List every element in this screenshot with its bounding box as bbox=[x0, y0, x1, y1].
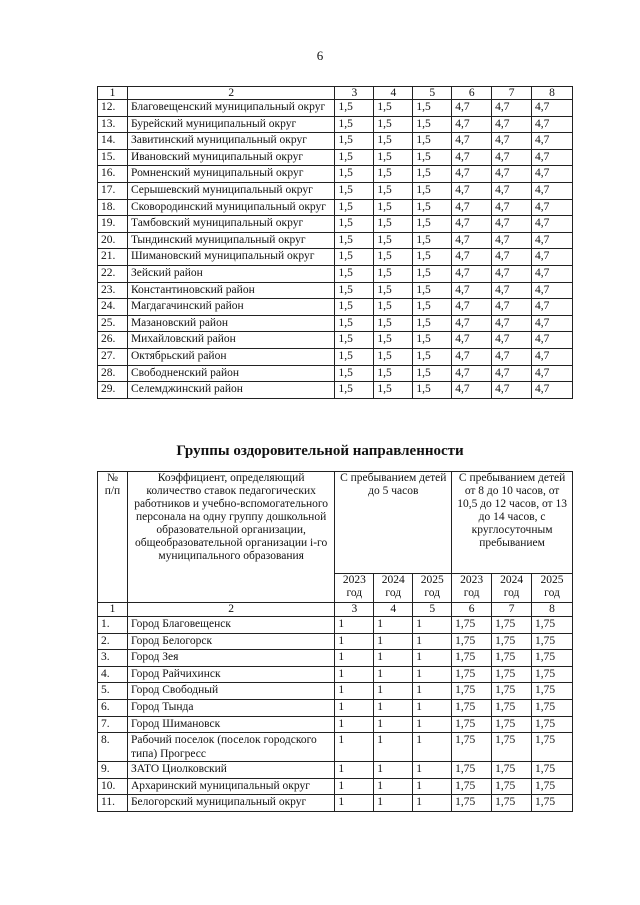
coefficient-cell: 4,7 bbox=[532, 166, 573, 183]
table-row bbox=[98, 633, 573, 650]
coefficient-cell: 4,7 bbox=[532, 232, 573, 249]
coefficient-cell: 1 bbox=[413, 778, 452, 795]
row-number: 24. bbox=[98, 299, 128, 316]
coefficient-cell: 1,5 bbox=[413, 348, 452, 365]
row-number: 26. bbox=[98, 332, 128, 349]
coefficient-cell: 4,7 bbox=[532, 182, 573, 199]
coefficient-cell: 4,7 bbox=[452, 299, 492, 316]
coefficient-cell: 1,75 bbox=[452, 650, 492, 667]
municipality-name: Город Зея bbox=[127, 650, 334, 667]
table-row bbox=[98, 699, 573, 716]
table-row bbox=[98, 778, 573, 795]
coefficient-cell: 4,7 bbox=[452, 199, 492, 216]
coefficient-cell: 1,5 bbox=[374, 382, 413, 399]
coefficient-cell: 4,7 bbox=[532, 282, 573, 299]
coefficient-cell: 1,5 bbox=[335, 182, 374, 199]
coefficient-cell: 4,7 bbox=[452, 315, 492, 332]
coefficient-cell: 1,5 bbox=[374, 149, 413, 166]
coefficient-cell: 1,75 bbox=[492, 795, 532, 812]
coefficient-cell: 4,7 bbox=[492, 265, 532, 282]
row-number: 11. bbox=[98, 795, 128, 812]
coefficient-cell: 1 bbox=[413, 733, 452, 762]
column-index: 8 bbox=[532, 603, 573, 617]
municipality-name: Архаринский муниципальный округ bbox=[127, 778, 334, 795]
table-row bbox=[98, 332, 573, 349]
table-row bbox=[98, 299, 573, 316]
coefficient-cell: 1,5 bbox=[374, 100, 413, 117]
coefficient-cell: 1 bbox=[413, 699, 452, 716]
coefficient-cell: 1,75 bbox=[532, 617, 573, 634]
coefficient-cell: 1,5 bbox=[335, 332, 374, 349]
coefficient-cell: 1,5 bbox=[335, 199, 374, 216]
coefficient-cell: 1 bbox=[413, 617, 452, 634]
column-coefficient-header: Коэффициент, определяющий количество ставок педагогических работников и учебно-вспомогательного персонала на одну группу дошкольной образовательной организации, общеобразовательной организации i-го муниципального образования bbox=[127, 472, 334, 603]
municipality-name: Зейский район bbox=[127, 265, 335, 282]
column-index: 2 bbox=[127, 603, 334, 617]
column-index: 8 bbox=[532, 87, 573, 100]
municipality-name: Город Свободный bbox=[127, 683, 334, 700]
row-number: 7. bbox=[98, 716, 128, 733]
coefficient-cell: 1 bbox=[374, 666, 413, 683]
coefficient-cell: 1,5 bbox=[335, 133, 374, 150]
coefficient-cell: 4,7 bbox=[492, 382, 532, 399]
coefficient-cell: 1,75 bbox=[492, 733, 532, 762]
municipality-name: ЗАТО Циолковский bbox=[127, 762, 334, 779]
row-number: 25. bbox=[98, 315, 128, 332]
coefficient-cell: 1,75 bbox=[532, 633, 573, 650]
coefficient-cell: 1,75 bbox=[452, 617, 492, 634]
municipality-name: Михайловский район bbox=[127, 332, 335, 349]
table-row bbox=[98, 100, 573, 117]
coefficient-cell: 1,75 bbox=[452, 762, 492, 779]
coefficient-cell: 4,7 bbox=[452, 232, 492, 249]
table-row bbox=[98, 182, 573, 199]
table-row bbox=[98, 348, 573, 365]
table-row bbox=[98, 617, 573, 634]
coefficient-cell: 1,5 bbox=[374, 332, 413, 349]
coefficient-cell: 1,75 bbox=[452, 699, 492, 716]
coefficient-cell: 1,5 bbox=[335, 299, 374, 316]
table-row bbox=[98, 795, 573, 812]
municipality-name: Ромненский муниципальный округ bbox=[127, 166, 335, 183]
coefficient-cell: 1 bbox=[335, 683, 374, 700]
coefficient-cell: 1,75 bbox=[532, 666, 573, 683]
row-number: 22. bbox=[98, 265, 128, 282]
coefficient-cell: 1,75 bbox=[492, 633, 532, 650]
coefficient-cell: 1,75 bbox=[532, 795, 573, 812]
coefficient-cell: 1,5 bbox=[335, 216, 374, 233]
coefficient-cell: 4,7 bbox=[452, 182, 492, 199]
table-row bbox=[98, 683, 573, 700]
coefficient-cell: 4,7 bbox=[452, 166, 492, 183]
coefficient-cell: 1,75 bbox=[492, 716, 532, 733]
municipality-name: Город Благовещенск bbox=[127, 617, 334, 634]
column-index: 6 bbox=[452, 603, 492, 617]
coefficient-cell: 1,5 bbox=[413, 249, 452, 266]
coefficient-cell: 4,7 bbox=[532, 216, 573, 233]
coefficient-cell: 1 bbox=[335, 716, 374, 733]
table-row bbox=[98, 199, 573, 216]
municipality-name: Шимановский муниципальный округ bbox=[127, 249, 335, 266]
coefficient-cell: 4,7 bbox=[532, 116, 573, 133]
coefficient-cell: 1,75 bbox=[452, 633, 492, 650]
coefficient-cell: 1,5 bbox=[335, 265, 374, 282]
coefficient-cell: 1,5 bbox=[374, 365, 413, 382]
coefficient-cell: 1,5 bbox=[374, 116, 413, 133]
coefficient-cell: 4,7 bbox=[532, 332, 573, 349]
coefficient-cell: 4,7 bbox=[532, 265, 573, 282]
coefficient-cell: 4,7 bbox=[492, 182, 532, 199]
row-number: 9. bbox=[98, 762, 128, 779]
table-header-row bbox=[98, 87, 573, 100]
coefficient-cell: 1,5 bbox=[335, 382, 374, 399]
row-number: 15. bbox=[98, 149, 128, 166]
table-row bbox=[98, 216, 573, 233]
coefficient-cell: 1 bbox=[335, 699, 374, 716]
coefficient-cell: 4,7 bbox=[532, 315, 573, 332]
year-header: 2025 год bbox=[532, 574, 573, 603]
coefficient-cell: 4,7 bbox=[452, 100, 492, 117]
table-row bbox=[98, 382, 573, 399]
row-number: 27. bbox=[98, 348, 128, 365]
municipality-name: Селемджинский район bbox=[127, 382, 335, 399]
coefficient-cell: 1,75 bbox=[492, 683, 532, 700]
coefficient-cell: 4,7 bbox=[452, 249, 492, 266]
coefficient-cell: 1 bbox=[413, 650, 452, 667]
coefficient-cell: 1 bbox=[374, 762, 413, 779]
coefficient-cell: 4,7 bbox=[492, 166, 532, 183]
coefficient-cell: 1 bbox=[374, 683, 413, 700]
municipality-name: Магдагачинский район bbox=[127, 299, 335, 316]
coefficient-cell: 1,75 bbox=[452, 716, 492, 733]
coefficient-cell: 1 bbox=[374, 650, 413, 667]
coefficient-cell: 1,5 bbox=[335, 116, 374, 133]
coefficient-cell: 4,7 bbox=[492, 133, 532, 150]
row-number: 28. bbox=[98, 365, 128, 382]
year-header: 2024 год bbox=[492, 574, 532, 603]
coefficient-cell: 4,7 bbox=[452, 382, 492, 399]
row-number: 3. bbox=[98, 650, 128, 667]
coefficient-cell: 1,75 bbox=[492, 650, 532, 667]
coefficient-cell: 1,5 bbox=[413, 315, 452, 332]
row-number: 5. bbox=[98, 683, 128, 700]
row-number: 8. bbox=[98, 733, 128, 762]
table-row bbox=[98, 166, 573, 183]
section-title: Группы оздоровительной направленности bbox=[176, 443, 464, 459]
coefficient-cell: 1,75 bbox=[532, 733, 573, 762]
column-index: 6 bbox=[452, 87, 492, 100]
coefficient-cell: 1 bbox=[374, 617, 413, 634]
coefficient-cell: 1,5 bbox=[413, 116, 452, 133]
municipality-name: Свободненский район bbox=[127, 365, 335, 382]
coefficient-cell: 1,75 bbox=[532, 716, 573, 733]
coefficient-cell: 1,5 bbox=[413, 382, 452, 399]
coefficient-cell: 1,5 bbox=[413, 182, 452, 199]
column-index: 5 bbox=[413, 603, 452, 617]
coefficient-cell: 4,7 bbox=[492, 348, 532, 365]
coefficient-cell: 1,75 bbox=[492, 617, 532, 634]
coefficient-cell: 4,7 bbox=[452, 332, 492, 349]
coefficient-cell: 1 bbox=[335, 617, 374, 634]
coefficient-cell: 1 bbox=[335, 762, 374, 779]
table-row bbox=[98, 650, 573, 667]
row-number: 19. bbox=[98, 216, 128, 233]
coefficient-cell: 1,75 bbox=[452, 666, 492, 683]
coefficient-cell: 4,7 bbox=[492, 100, 532, 117]
row-number: 13. bbox=[98, 116, 128, 133]
coefficient-cell: 4,7 bbox=[492, 116, 532, 133]
coefficient-cell: 1,5 bbox=[335, 100, 374, 117]
coefficient-cell: 4,7 bbox=[452, 265, 492, 282]
municipality-name: Рабочий поселок (поселок городского типа) Прогресс bbox=[127, 733, 334, 762]
coefficient-cell: 1,5 bbox=[374, 199, 413, 216]
coefficient-cell: 4,7 bbox=[532, 299, 573, 316]
coefficient-cell: 4,7 bbox=[532, 348, 573, 365]
coefficient-cell: 1,5 bbox=[335, 365, 374, 382]
municipality-name: Тындинский муниципальный округ bbox=[127, 232, 335, 249]
coefficient-cell: 4,7 bbox=[452, 348, 492, 365]
coefficient-cell: 1,5 bbox=[413, 199, 452, 216]
table-row bbox=[98, 133, 573, 150]
coefficient-cell: 4,7 bbox=[452, 133, 492, 150]
coefficient-cell: 1 bbox=[335, 650, 374, 667]
coefficient-cell: 1,5 bbox=[413, 265, 452, 282]
column-index: 1 bbox=[98, 603, 128, 617]
coefficient-cell: 1 bbox=[374, 733, 413, 762]
coefficient-cell: 4,7 bbox=[532, 382, 573, 399]
coefficient-cell: 1,5 bbox=[413, 100, 452, 117]
row-number: 4. bbox=[98, 666, 128, 683]
municipality-name: Мазановский район bbox=[127, 315, 335, 332]
coefficient-cell: 4,7 bbox=[452, 216, 492, 233]
year-header: 2024 год bbox=[374, 574, 413, 603]
coefficient-cell: 4,7 bbox=[532, 100, 573, 117]
coefficient-cell: 1,5 bbox=[374, 348, 413, 365]
coefficient-cell: 1,5 bbox=[374, 249, 413, 266]
page-number: 6 bbox=[316, 48, 324, 63]
group-a-header: С пребыванием детей до 5 часов bbox=[335, 472, 452, 574]
coefficient-cell: 1,5 bbox=[374, 315, 413, 332]
coefficient-cell: 4,7 bbox=[532, 249, 573, 266]
coefficient-cell: 1,5 bbox=[413, 232, 452, 249]
coefficient-cell: 4,7 bbox=[452, 149, 492, 166]
health-groups-table bbox=[97, 471, 573, 812]
row-number: 17. bbox=[98, 182, 128, 199]
coefficient-cell: 1 bbox=[335, 633, 374, 650]
column-number-header: № п/п bbox=[98, 472, 128, 603]
table-row bbox=[98, 733, 573, 762]
coefficient-cell: 1,5 bbox=[335, 282, 374, 299]
coefficient-cell: 1 bbox=[374, 699, 413, 716]
coefficient-cell: 1,5 bbox=[374, 182, 413, 199]
table-row bbox=[98, 249, 573, 266]
row-number: 20. bbox=[98, 232, 128, 249]
table-row bbox=[98, 315, 573, 332]
municipality-name: Ивановский муниципальный округ bbox=[127, 149, 335, 166]
coefficient-cell: 1,75 bbox=[532, 683, 573, 700]
coefficient-cell: 1,5 bbox=[335, 348, 374, 365]
coefficient-cell: 1,5 bbox=[374, 232, 413, 249]
column-index: 5 bbox=[413, 87, 452, 100]
column-index: 7 bbox=[492, 603, 532, 617]
row-number: 12. bbox=[98, 100, 128, 117]
row-number: 2. bbox=[98, 633, 128, 650]
coefficient-cell: 4,7 bbox=[492, 216, 532, 233]
coefficient-cell: 4,7 bbox=[492, 232, 532, 249]
coefficient-cell: 1,5 bbox=[335, 232, 374, 249]
coefficient-cell: 4,7 bbox=[452, 365, 492, 382]
coefficient-cell: 1,5 bbox=[374, 216, 413, 233]
year-header: 2023 год bbox=[335, 574, 374, 603]
coefficient-cell: 4,7 bbox=[492, 149, 532, 166]
coefficient-cell: 1,5 bbox=[413, 133, 452, 150]
coefficient-cell: 1,5 bbox=[335, 315, 374, 332]
coefficient-cell: 1 bbox=[335, 778, 374, 795]
coefficient-cell: 4,7 bbox=[452, 282, 492, 299]
coefficient-cell: 4,7 bbox=[532, 365, 573, 382]
coefficient-cell: 1,5 bbox=[374, 133, 413, 150]
coefficient-cell: 4,7 bbox=[492, 299, 532, 316]
coefficient-cell: 1,5 bbox=[413, 282, 452, 299]
column-index: 2 bbox=[127, 87, 335, 100]
row-number: 21. bbox=[98, 249, 128, 266]
coefficient-cell: 4,7 bbox=[492, 332, 532, 349]
municipality-name: Город Тында bbox=[127, 699, 334, 716]
coefficient-cell: 1,5 bbox=[413, 216, 452, 233]
column-index: 4 bbox=[374, 87, 413, 100]
coefficient-cell: 1,5 bbox=[374, 265, 413, 282]
coefficient-cell: 1 bbox=[413, 795, 452, 812]
coefficient-cell: 1,5 bbox=[374, 299, 413, 316]
municipality-name: Тамбовский муниципальный округ bbox=[127, 216, 335, 233]
table-row bbox=[98, 149, 573, 166]
row-number: 23. bbox=[98, 282, 128, 299]
coefficient-cell: 4,7 bbox=[492, 365, 532, 382]
coefficient-cell: 1,75 bbox=[532, 650, 573, 667]
municipality-name: Город Белогорск bbox=[127, 633, 334, 650]
coefficient-cell: 1 bbox=[335, 666, 374, 683]
coefficient-cell: 1,5 bbox=[335, 249, 374, 266]
row-number: 18. bbox=[98, 199, 128, 216]
municipality-name: Город Райчихинск bbox=[127, 666, 334, 683]
coefficient-cell: 1 bbox=[413, 683, 452, 700]
municipality-name: Сковородинский муниципальный округ bbox=[127, 199, 335, 216]
coefficient-cell: 1,75 bbox=[452, 683, 492, 700]
column-index: 3 bbox=[335, 87, 374, 100]
municipality-name: Завитинский муниципальный округ bbox=[127, 133, 335, 150]
coefficient-cell: 4,7 bbox=[492, 282, 532, 299]
table-row bbox=[98, 666, 573, 683]
row-number: 1. bbox=[98, 617, 128, 634]
coefficients-table-continued bbox=[97, 86, 573, 399]
table-row bbox=[98, 116, 573, 133]
row-number: 16. bbox=[98, 166, 128, 183]
coefficient-cell: 1,75 bbox=[492, 762, 532, 779]
column-index: 3 bbox=[335, 603, 374, 617]
coefficient-cell: 1,5 bbox=[413, 299, 452, 316]
year-header: 2023 год bbox=[452, 574, 492, 603]
table-row bbox=[98, 232, 573, 249]
municipality-name: Серышевский муниципальный округ bbox=[127, 182, 335, 199]
municipality-name: Белогорский муниципальный округ bbox=[127, 795, 334, 812]
coefficient-cell: 1 bbox=[335, 795, 374, 812]
coefficient-cell: 1 bbox=[413, 716, 452, 733]
group-b-header: С пребыванием детей от 8 до 10 часов, от 10,5 до 12 часов, от 13 до 14 часов, с круглосуточным пребыванием bbox=[452, 472, 573, 574]
municipality-name: Бурейский муниципальный округ bbox=[127, 116, 335, 133]
row-number: 14. bbox=[98, 133, 128, 150]
coefficient-cell: 1,5 bbox=[335, 166, 374, 183]
coefficient-cell: 1,5 bbox=[413, 166, 452, 183]
coefficient-cell: 1 bbox=[374, 795, 413, 812]
coefficient-cell: 1,75 bbox=[532, 778, 573, 795]
coefficient-cell: 1 bbox=[335, 733, 374, 762]
coefficient-cell: 4,7 bbox=[492, 315, 532, 332]
coefficient-cell: 1,75 bbox=[452, 778, 492, 795]
coefficient-cell: 1 bbox=[374, 716, 413, 733]
coefficient-cell: 1,75 bbox=[452, 795, 492, 812]
coefficient-cell: 1 bbox=[413, 633, 452, 650]
coefficient-cell: 1,5 bbox=[374, 166, 413, 183]
table-row bbox=[98, 762, 573, 779]
coefficient-cell: 1 bbox=[413, 666, 452, 683]
coefficient-cell: 1,5 bbox=[413, 149, 452, 166]
table-row bbox=[98, 265, 573, 282]
column-index: 4 bbox=[374, 603, 413, 617]
column-index: 7 bbox=[492, 87, 532, 100]
coefficient-cell: 4,7 bbox=[532, 199, 573, 216]
municipality-name: Благовещенский муниципальный округ bbox=[127, 100, 335, 117]
coefficient-cell: 1,75 bbox=[452, 733, 492, 762]
column-index: 1 bbox=[98, 87, 128, 100]
coefficient-cell: 1 bbox=[413, 762, 452, 779]
coefficient-cell: 1,75 bbox=[492, 666, 532, 683]
coefficient-cell: 1,5 bbox=[335, 149, 374, 166]
municipality-name: Город Шимановск bbox=[127, 716, 334, 733]
coefficient-cell: 1 bbox=[374, 633, 413, 650]
coefficient-cell: 1,75 bbox=[492, 699, 532, 716]
coefficient-cell: 1,5 bbox=[413, 365, 452, 382]
coefficient-cell: 1,75 bbox=[492, 778, 532, 795]
coefficient-cell: 1,5 bbox=[413, 332, 452, 349]
coefficient-cell: 4,7 bbox=[452, 116, 492, 133]
coefficient-cell: 1 bbox=[374, 778, 413, 795]
municipality-name: Константиновский район bbox=[127, 282, 335, 299]
row-number: 10. bbox=[98, 778, 128, 795]
row-number: 6. bbox=[98, 699, 128, 716]
coefficient-cell: 1,5 bbox=[374, 282, 413, 299]
row-number: 29. bbox=[98, 382, 128, 399]
coefficient-cell: 4,7 bbox=[532, 149, 573, 166]
coefficient-cell: 1,75 bbox=[532, 762, 573, 779]
coefficient-cell: 4,7 bbox=[492, 249, 532, 266]
coefficient-cell: 4,7 bbox=[532, 133, 573, 150]
table-row bbox=[98, 365, 573, 382]
table-row bbox=[98, 282, 573, 299]
municipality-name: Октябрьский район bbox=[127, 348, 335, 365]
coefficient-cell: 4,7 bbox=[492, 199, 532, 216]
coefficient-cell: 1,75 bbox=[532, 699, 573, 716]
table-row bbox=[98, 716, 573, 733]
year-header: 2025 год bbox=[413, 574, 452, 603]
